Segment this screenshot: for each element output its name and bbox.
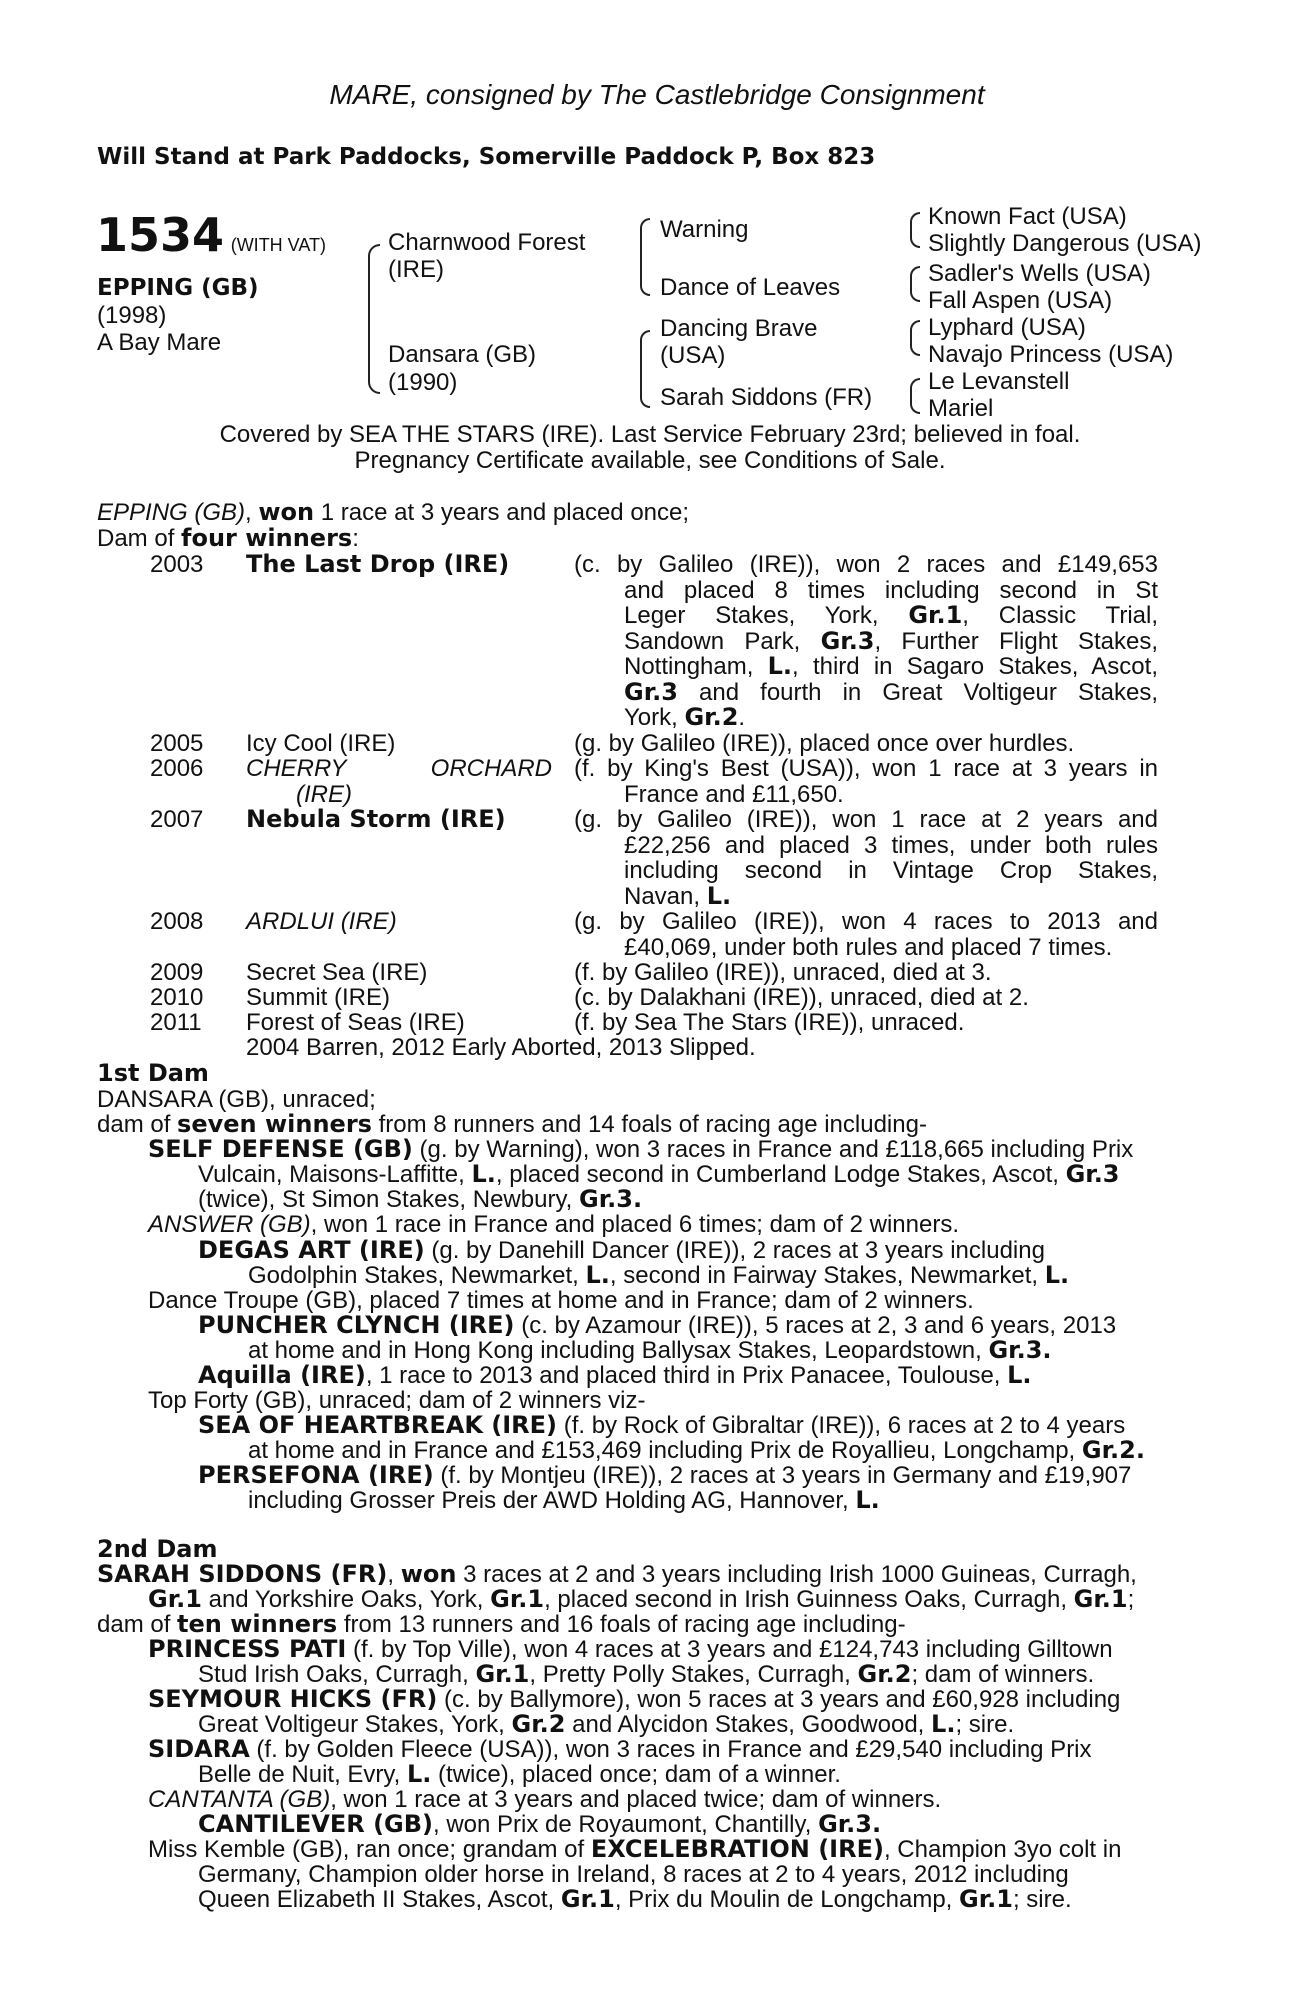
grade: Gr.3 xyxy=(1065,1160,1120,1188)
text: , placed second in Irish Guinness Oaks, Curragh, xyxy=(544,1586,1074,1613)
puncher-line-1 xyxy=(198,1313,1116,1339)
produce-year: 2010 xyxy=(150,984,204,1011)
text: (f. by Montjeu (IRE)), 2 races at 3 years in Germany and £19,907 xyxy=(433,1462,1132,1489)
brace-3d xyxy=(910,378,920,414)
grade: L. xyxy=(1007,1361,1032,1389)
text: dam of xyxy=(97,1611,178,1638)
produce-details xyxy=(574,756,1158,807)
horse-name: DEGAS ART (IRE) xyxy=(198,1236,425,1264)
second-dam-line-1: SARAH SIDDONS (FR), won 3 races at 2 and 3 years including Irish 1000 Guineas, Curragh, xyxy=(97,1560,1137,1588)
grade: Gr.1 xyxy=(148,1585,202,1613)
text: Great Voltigeur Stakes, York, xyxy=(198,1711,512,1738)
text: (f. by Golden Fleece (USA)), won 3 races in France and £29,540 including Prix xyxy=(249,1736,1092,1763)
miss-kemble-line-3 xyxy=(198,1887,1072,1913)
brace-3a xyxy=(910,212,920,248)
miss-kemble-line-1 xyxy=(148,1837,1121,1863)
produce-year: 2009 xyxy=(150,959,204,986)
sidara-line-1 xyxy=(148,1737,1092,1763)
grade: Gr.1 xyxy=(560,1885,615,1913)
grade: L. xyxy=(931,1710,956,1738)
detail-line: York, Gr.2. xyxy=(624,703,746,731)
horse-name: Aquilla (IRE) xyxy=(198,1361,366,1389)
self-defense-line-1 xyxy=(148,1137,1133,1163)
grade: Gr.3 xyxy=(579,1185,633,1213)
produce-name: Forest of Seas (IRE) xyxy=(246,1009,465,1036)
grade: Gr.3 xyxy=(818,1810,872,1838)
text: , second in Fairway Stakes, Newmarket, xyxy=(609,1262,1045,1289)
sh-line-2 xyxy=(198,1712,1014,1738)
produce-details: (c. by Dalakhani (IRE)), unraced, died at 2. xyxy=(574,984,1029,1011)
detail-line: (g. by Galileo (IRE)), won 4 races to 2013 and xyxy=(574,908,1158,935)
text: from 8 runners and 14 foals of racing age including- xyxy=(371,1111,927,1138)
horse-desc: A Bay Mare xyxy=(97,329,222,356)
text: , Prix du Moulin de Longchamp, xyxy=(614,1886,960,1913)
punct: . xyxy=(632,1185,643,1213)
puncher-line-2 xyxy=(248,1338,1052,1364)
seven-winners: seven winners xyxy=(177,1110,372,1138)
text: (c. by Ballymore), won 5 races at 3 years and £60,928 including xyxy=(437,1686,1121,1713)
detail-line: (c. by Galileo (IRE)), won 2 races and £149,653 xyxy=(574,551,1158,578)
pedigree-dam: Dansara (GB) xyxy=(388,341,537,368)
detail-line: France and £11,650. xyxy=(624,780,844,808)
text: , placed second in Cumberland Lodge Stakes, Ascot, xyxy=(495,1161,1066,1188)
detail-line: (f. by King's Best (USA)), won 1 race at 3 years in xyxy=(574,755,1158,782)
produce-name: Icy Cool (IRE) xyxy=(246,730,396,757)
pedigree-dds: Le Levanstell xyxy=(928,368,1070,395)
stand-location: Will Stand at Park Paddocks, Somerville Paddock P, Box 823 xyxy=(97,144,876,170)
horse-name: PERSEFONA (IRE) xyxy=(198,1461,434,1489)
page-title: MARE, consigned by The Castlebridge Consignment xyxy=(329,79,985,110)
pedigree-sire-sire: Warning xyxy=(660,216,749,243)
dance-troupe-line: Dance Troupe (GB), placed 7 times at home and in France; dam of 2 winners. xyxy=(148,1287,974,1314)
horse-name: SARAH SIDDONS (FR) xyxy=(97,1560,388,1588)
sea-line-2 xyxy=(248,1438,1145,1464)
produce-year: 2005 xyxy=(150,730,204,757)
second-dam-line-2 xyxy=(148,1587,1134,1613)
grade: Gr.1 xyxy=(475,1660,530,1688)
horse-name: SELF DEFENSE (GB) xyxy=(148,1135,413,1163)
punct: . xyxy=(872,1810,882,1838)
produce-name: Nebula Storm (IRE) xyxy=(246,805,506,833)
grade: L. xyxy=(585,1261,610,1289)
first-dam-name: DANSARA (GB), unraced; xyxy=(97,1086,376,1113)
produce-year: 2006 xyxy=(150,755,204,782)
ten-winners: ten winners xyxy=(177,1610,338,1638)
grade: L. xyxy=(406,1760,432,1788)
text: , Champion 3yo colt in xyxy=(883,1836,1122,1863)
detail-line: £40,069, under both rules and placed 7 times. xyxy=(624,933,1113,961)
horse-name: SEYMOUR HICKS (FR) xyxy=(148,1685,438,1713)
text: , won 1 race in France and placed 6 times; dam of 2 winners. xyxy=(310,1211,959,1238)
text: from 13 runners and 16 foals of racing age including- xyxy=(337,1611,906,1638)
text: Belle de Nuit, Evry, xyxy=(198,1761,407,1788)
detail-line: Navan, L. xyxy=(624,881,732,910)
grade: L. xyxy=(1044,1261,1070,1289)
pedigree-sss: Known Fact (USA) xyxy=(928,203,1127,230)
text: ; dam of winners. xyxy=(911,1661,1095,1688)
pedigree-sire: Charnwood Forest xyxy=(388,229,586,256)
horse-name: EXCELEBRATION (IRE) xyxy=(590,1835,884,1863)
text: ; sire. xyxy=(1012,1886,1072,1913)
sidara-line-2 xyxy=(198,1762,841,1788)
aquilla-line xyxy=(198,1363,1032,1389)
grade: Gr.2 xyxy=(857,1660,912,1688)
horse-name: CANTANTA (GB) xyxy=(148,1786,331,1813)
text: (c. by Azamour (IRE)), 5 races at 2, 3 and 6 years, 2013 xyxy=(514,1312,1117,1339)
produce-year: 2003 xyxy=(150,551,204,578)
epping-summary: EPPING (GB), won 1 race at 3 years and placed once; xyxy=(97,498,690,526)
sh-line-1 xyxy=(148,1687,1120,1713)
epping-name: EPPING (GB) xyxy=(97,499,246,526)
grade: Gr.2 xyxy=(511,1710,566,1738)
sea-line-1 xyxy=(198,1413,1125,1439)
vat-label: (WITH VAT) xyxy=(230,235,327,255)
pedigree-ssd: Slightly Dangerous (USA) xyxy=(928,230,1202,257)
text: and Alycidon Stakes, Goodwood, xyxy=(565,1711,932,1738)
pedigree-sire-country: (IRE) xyxy=(388,256,444,283)
detail-line: and placed 8 times including second in St xyxy=(624,576,1158,604)
text: , won Prix de Royaumont, Chantilly, xyxy=(433,1811,819,1838)
grade: Gr.3 xyxy=(988,1336,1043,1364)
produce-name-line: CHERRY ORCHARD xyxy=(246,755,552,782)
text: ; sire. xyxy=(955,1711,1015,1738)
pedigree-dam-sire-country: (USA) xyxy=(660,342,726,369)
colon: : xyxy=(352,525,359,552)
degas-line-2 xyxy=(248,1263,1069,1289)
produce-details: (f. by Sea The Stars (IRE)), unraced. xyxy=(574,1009,965,1036)
produce-name: ARDLUI (IRE) xyxy=(246,908,397,935)
cantanta-line xyxy=(148,1787,941,1813)
text: (twice), St Simon Stakes, Newbury, xyxy=(198,1186,579,1213)
text: (f. by Top Ville), won 4 races at 3 years and £124,743 including Gilltown xyxy=(346,1636,1113,1663)
produce-name xyxy=(246,756,552,807)
persefona-line-1 xyxy=(198,1463,1131,1489)
text: dam of xyxy=(97,1111,178,1138)
lot-number-block xyxy=(96,208,327,262)
text: Vulcain, Maisons-Laffitte, xyxy=(198,1161,472,1188)
degas-line-1 xyxy=(198,1238,1045,1264)
text: Miss Kemble (GB), ran once; grandam of xyxy=(148,1836,591,1863)
answer-line xyxy=(148,1212,959,1238)
punct: . xyxy=(1135,1436,1145,1464)
lot-number: 1534 xyxy=(96,208,225,262)
text: (g. by Warning), won 3 races in France and £118,665 including Prix xyxy=(412,1136,1134,1163)
text: at home and in Hong Kong including Ballysax Stakes, Leopardstown, xyxy=(248,1337,989,1364)
produce-name-line: (IRE) xyxy=(296,780,352,808)
detail-line: Gr.3 and fourth in Great Voltigeur Stakes, xyxy=(624,677,1158,706)
cantilever-line xyxy=(198,1812,881,1838)
pedigree-dam-sire: Dancing Brave xyxy=(660,315,818,342)
detail-line: Nottingham, L., third in Sagaro Stakes, Ascot, xyxy=(624,652,1158,680)
text: , 1 race to 2013 and placed third in Prix Panacee, Toulouse, xyxy=(365,1362,1008,1389)
punct: ; xyxy=(1127,1586,1135,1613)
grade: Gr.2 xyxy=(1081,1436,1136,1464)
detail-line: Sandown Park, Gr.3, Further Flight Stakes, xyxy=(624,626,1158,655)
self-defense-line-3 xyxy=(198,1187,642,1213)
covered-line-1: Covered by SEA THE STARS (IRE). Last Service February 23rd; believed in foal. xyxy=(219,421,1081,448)
won: won xyxy=(400,1560,457,1588)
pedigree-dam-dam: Sarah Siddons (FR) xyxy=(660,384,873,411)
text: 3 races at 2 and 3 years including Irish 1000 Guineas, Curragh, xyxy=(456,1561,1137,1588)
second-dam-line-3 xyxy=(97,1612,906,1638)
second-dam-heading: 2nd Dam xyxy=(97,1535,218,1563)
miss-kemble-line-2: Germany, Champion older horse in Ireland, 8 races at 2 to 4 years, 2012 including xyxy=(198,1861,1069,1888)
pp-line-1 xyxy=(148,1637,1113,1663)
text: (g. by Danehill Dancer (IRE)), 2 races at 3 years including xyxy=(424,1237,1045,1264)
produce-year: 2007 xyxy=(150,806,204,833)
produce-year: 2008 xyxy=(150,908,204,935)
horse-year: (1998) xyxy=(97,302,167,329)
text: and Yorkshire Oaks, York, xyxy=(201,1586,491,1613)
pedigree-sire-dam: Dance of Leaves xyxy=(660,274,841,301)
text: (twice), placed once; dam of a winner. xyxy=(431,1761,841,1788)
horse-name: PRINCESS PATI xyxy=(148,1635,347,1663)
barren-note: 2004 Barren, 2012 Early Aborted, 2013 Slipped. xyxy=(246,1034,756,1061)
top-forty-line: Top Forty (GB), unraced; dam of 2 winners viz- xyxy=(148,1387,646,1414)
pedigree-dam-year: (1990) xyxy=(388,369,458,396)
pedigree-sdd: Fall Aspen (USA) xyxy=(928,287,1113,314)
pedigree-sds: Sadler's Wells (USA) xyxy=(928,260,1151,287)
horse-name: CANTILEVER (GB) xyxy=(198,1810,433,1838)
brace-3c xyxy=(910,320,920,356)
produce-details xyxy=(574,909,1158,960)
pedigree-dsd: Navajo Princess (USA) xyxy=(928,341,1174,368)
grade: L. xyxy=(855,1486,880,1514)
produce-name: Secret Sea (IRE) xyxy=(246,959,428,986)
horse-name: SIDARA xyxy=(148,1735,250,1763)
horse-name: ANSWER (GB) xyxy=(148,1211,311,1238)
brace-3b xyxy=(910,266,920,302)
horse-name: SEA OF HEARTBREAK (IRE) xyxy=(198,1411,558,1439)
epping-dam-of xyxy=(97,526,359,552)
pp-line-2 xyxy=(198,1662,1094,1688)
brace-dam xyxy=(640,330,650,408)
text: Queen Elizabeth II Stakes, Ascot, xyxy=(198,1886,561,1913)
punct: . xyxy=(1042,1336,1052,1364)
produce-details: (f. by Galileo (IRE)), unraced, died at 3. xyxy=(574,959,992,986)
brace-sire xyxy=(640,218,650,296)
grade: Gr.1 xyxy=(1073,1585,1128,1613)
grade: Gr.1 xyxy=(959,1885,1013,1913)
first-dam-heading: 1st Dam xyxy=(97,1059,209,1087)
covered-line-2: Pregnancy Certificate available, see Conditions of Sale. xyxy=(354,447,946,474)
produce-name: The Last Drop (IRE) xyxy=(246,550,510,578)
brace-gen1 xyxy=(368,244,380,394)
detail-line: including second in Vintage Crop Stakes, xyxy=(624,857,1158,884)
grade: Gr.1 xyxy=(490,1585,545,1613)
first-dam-summary xyxy=(97,1112,927,1138)
text: including Grosser Preis der AWD Holding AG, Hannover, xyxy=(248,1487,856,1514)
detail-line: £22,256 and placed 3 times, under both rules xyxy=(624,831,1158,859)
self-defense-line-2 xyxy=(198,1162,1120,1188)
dam-of-label: Dam of xyxy=(97,525,182,552)
text: , Pretty Polly Stakes, Curragh, xyxy=(529,1661,858,1688)
horse-name: PUNCHER CLYNCH (IRE) xyxy=(198,1311,515,1339)
horse-name: EPPING (GB) xyxy=(97,275,259,301)
detail-line: Leger Stakes, York, Gr.1, Classic Trial, xyxy=(624,601,1158,629)
produce-details xyxy=(574,807,1158,909)
produce-year: 2011 xyxy=(150,1009,202,1036)
text: at home and in France and £153,469 including Prix de Royallieu, Longchamp, xyxy=(248,1437,1082,1464)
text: Stud Irish Oaks, Curragh, xyxy=(198,1661,476,1688)
epping-won: won xyxy=(258,498,315,526)
produce-name: Summit (IRE) xyxy=(246,984,390,1011)
grade: L. xyxy=(471,1160,496,1188)
four-winners: four winners xyxy=(181,524,353,552)
produce-details: (g. by Galileo (IRE)), placed once over hurdles. xyxy=(574,730,1075,757)
produce-details xyxy=(574,552,1158,731)
text: (f. by Rock of Gibraltar (IRE)), 6 races at 2 to 4 years xyxy=(557,1412,1126,1439)
persefona-line-2 xyxy=(248,1488,880,1514)
epping-rest: 1 race at 3 years and placed once; xyxy=(314,499,690,526)
pedigree-dss: Lyphard (USA) xyxy=(928,314,1086,341)
detail-line: (g. by Galileo (IRE)), won 1 race at 2 years and xyxy=(574,806,1158,833)
pedigree-ddd: Mariel xyxy=(928,395,994,422)
text: Godolphin Stakes, Newmarket, xyxy=(248,1262,586,1289)
text: , won 1 race at 3 years and placed twice; dam of winners. xyxy=(330,1786,942,1813)
